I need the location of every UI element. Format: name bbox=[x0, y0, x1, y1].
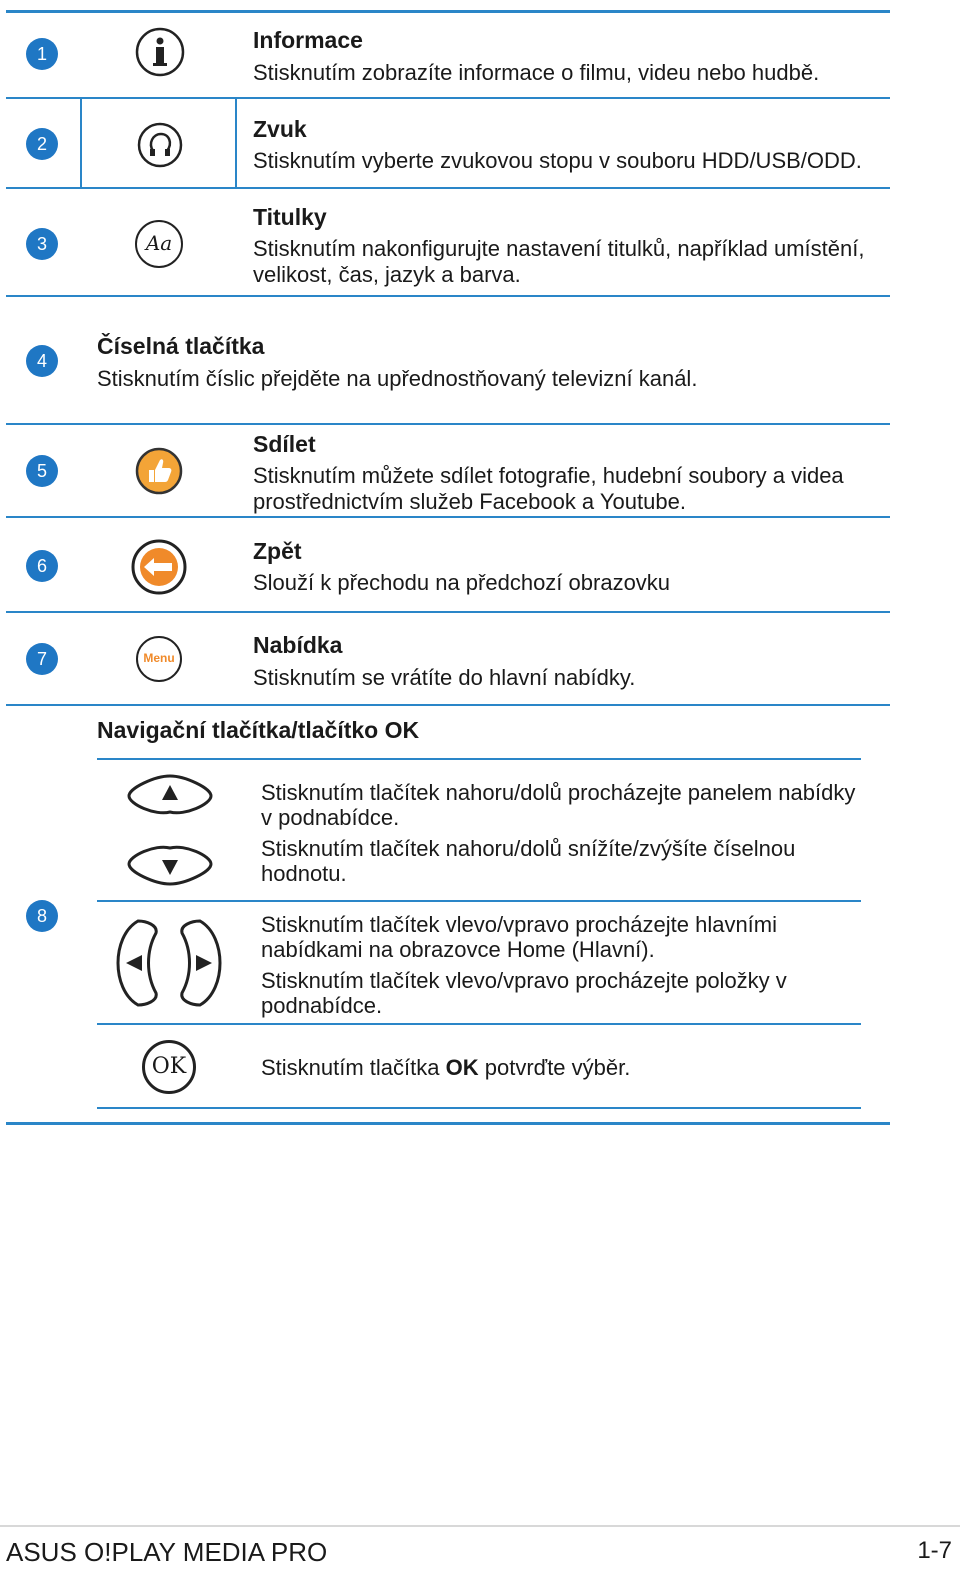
row-desc-menu: Stisknutím se vrátíte do hlavní nabídky. bbox=[253, 665, 636, 690]
column-divider bbox=[80, 97, 82, 189]
row-divider bbox=[6, 611, 890, 613]
row-number-badge: 2 bbox=[26, 128, 58, 160]
row-title-back: Zpět bbox=[253, 538, 302, 564]
row-divider bbox=[6, 187, 890, 189]
row-title-info: Informace bbox=[253, 27, 363, 53]
updown-desc-2: Stisknutím tlačítek nahoru/dolů snížíte/zvýšíte číselnou hodnotu. bbox=[261, 836, 796, 886]
nav-divider bbox=[97, 758, 861, 760]
row-desc-back: Slouží k přechodu na předchozí obrazovku bbox=[253, 570, 671, 595]
row-desc-share: Stisknutím můžete sdílet fotografie, hudební soubory a videa prostřednictvím služeb Facebook a Youtube. bbox=[253, 463, 844, 514]
subtitle-icon: Aa bbox=[135, 220, 183, 268]
row-title-subtitles: Titulky bbox=[253, 204, 327, 230]
row-desc-number-buttons: Stisknutím číslic přejděte na upřednostňovaný televizní kanál. bbox=[97, 366, 698, 391]
arrow-down-icon bbox=[125, 842, 215, 891]
ok-icon: OK bbox=[142, 1040, 196, 1094]
back-icon bbox=[130, 538, 188, 601]
nav-heading: Navigační tlačítka/tlačítko OK bbox=[97, 717, 420, 743]
ok-desc-bold: OK bbox=[445, 1055, 479, 1080]
arrow-left-icon bbox=[114, 917, 160, 1014]
row-number-badge: 8 bbox=[26, 900, 58, 932]
leftright-desc-2: Stisknutím tlačítek vlevo/vpravo procházejte položky v podnabídce. bbox=[261, 968, 787, 1018]
row-number-badge: 7 bbox=[26, 643, 58, 675]
top-rule bbox=[6, 10, 890, 13]
row-title-share: Sdílet bbox=[253, 431, 316, 457]
share-icon bbox=[134, 446, 184, 501]
updown-desc-1: Stisknutím tlačítek nahoru/dolů procházejte panelem nabídky v podnabídce. bbox=[261, 780, 856, 830]
ok-desc bbox=[261, 1055, 861, 1080]
row-divider bbox=[6, 423, 890, 425]
bottom-rule bbox=[6, 1122, 890, 1125]
leftright-desc-1: Stisknutím tlačítek vlevo/vpravo procházejte hlavními nabídkami na obrazovce Home (Hlavní). bbox=[261, 912, 778, 962]
row-title-audio: Zvuk bbox=[253, 116, 307, 142]
footer-rule bbox=[0, 1525, 960, 1527]
row-number-badge: 5 bbox=[26, 455, 58, 487]
row-number-badge: 4 bbox=[26, 345, 58, 377]
row-divider bbox=[6, 97, 890, 99]
row-number-badge: 6 bbox=[26, 550, 58, 582]
row-number-badge: 3 bbox=[26, 228, 58, 260]
ok-desc-prefix: Stisknutím tlačítka bbox=[261, 1055, 440, 1080]
nav-divider bbox=[97, 1107, 861, 1109]
nav-divider bbox=[97, 900, 861, 902]
row-divider bbox=[6, 295, 890, 297]
row-desc-subtitles: Stisknutím nakonfigurujte nastavení titulků, například umístění, velikost, čas, jazyk a barva. bbox=[253, 236, 865, 287]
menu-icon: Menu bbox=[136, 636, 182, 682]
arrow-right-icon bbox=[178, 917, 224, 1014]
footer-title: ASUS O!PLAY MEDIA PRO bbox=[6, 1537, 328, 1567]
row-divider bbox=[6, 516, 890, 518]
row-desc-audio: Stisknutím vyberte zvukovou stopu v souboru HDD/USB/ODD. bbox=[253, 148, 862, 173]
arrow-up-icon bbox=[125, 774, 215, 823]
audio-icon bbox=[136, 121, 184, 174]
ok-desc-suffix: potvrďte výběr. bbox=[484, 1055, 631, 1080]
row-divider bbox=[6, 704, 890, 706]
nav-divider bbox=[97, 1023, 861, 1025]
page-number: 1-7 bbox=[917, 1537, 952, 1564]
row-number-badge: 1 bbox=[26, 38, 58, 70]
row-title-number-buttons: Číselná tlačítka bbox=[97, 333, 265, 359]
info-icon bbox=[135, 26, 185, 83]
column-divider bbox=[235, 97, 237, 189]
row-title-menu: Nabídka bbox=[253, 632, 343, 658]
row-desc-info: Stisknutím zobrazíte informace o filmu, videu nebo hudbě. bbox=[253, 60, 820, 85]
